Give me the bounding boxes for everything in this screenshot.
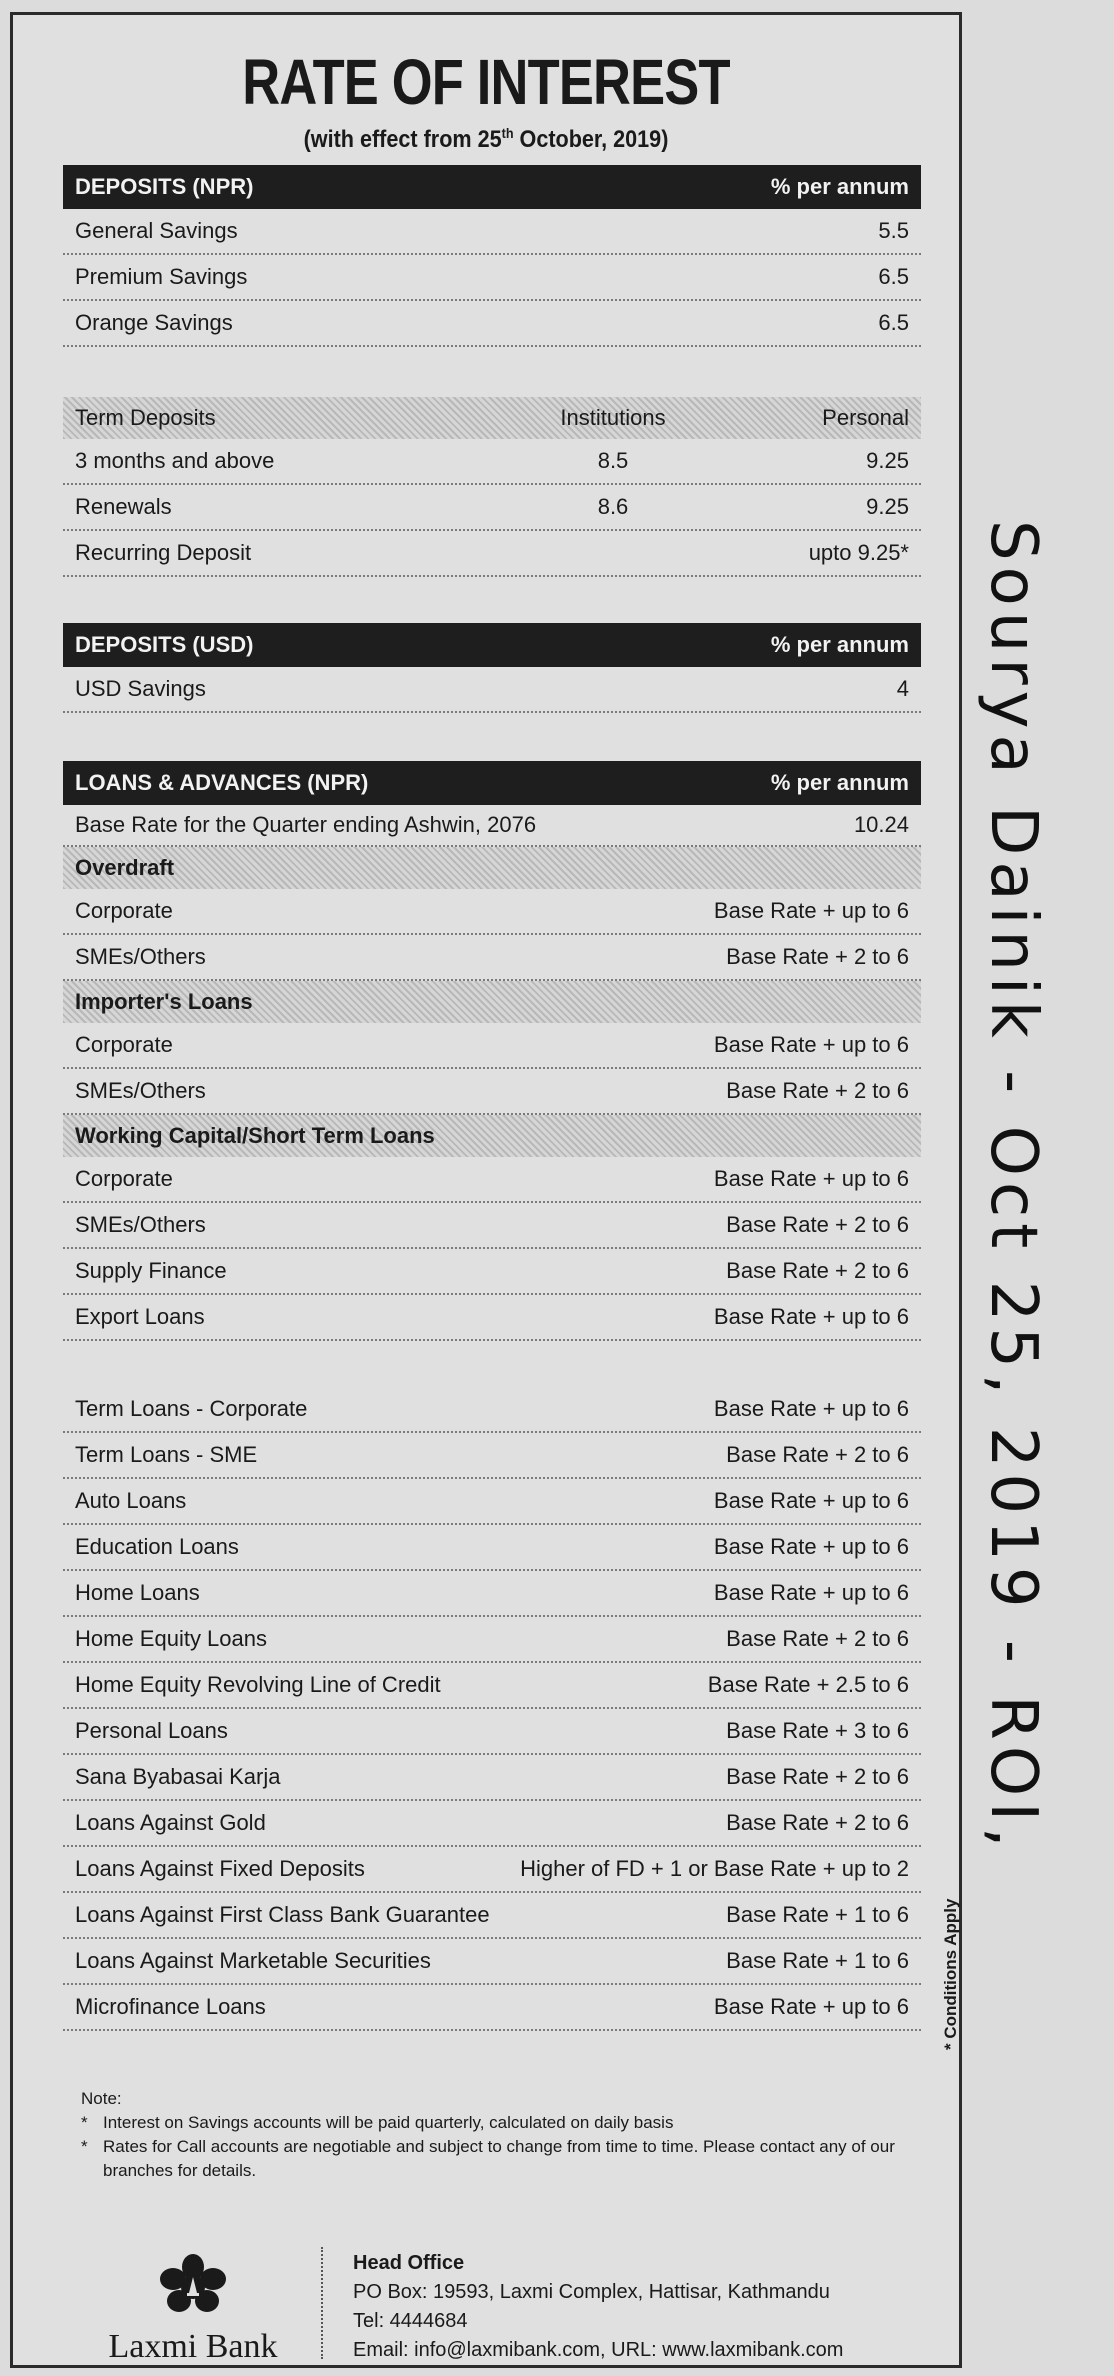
rate-label: Term Loans - Corporate xyxy=(75,1396,308,1421)
rate-label: 3 months and above xyxy=(75,448,275,473)
rate-value: Base Rate + 1 to 6 xyxy=(726,1902,909,1927)
base-rate-row: Base Rate for the Quarter ending Ashwin, 2076 10.24 xyxy=(63,805,921,847)
rate-row xyxy=(63,935,921,981)
rate-label: Auto Loans xyxy=(75,1488,187,1513)
loans-header: LOANS & ADVANCES (NPR) % per annum xyxy=(63,761,921,805)
rate-label: Corporate xyxy=(75,898,173,923)
importers-header: Importer's Loans xyxy=(63,981,921,1023)
rate-value: Base Rate + up to 6 xyxy=(713,898,909,923)
rate-label: Corporate xyxy=(75,1166,173,1191)
institutions-value: 8.6 xyxy=(597,494,629,519)
institutions-value: 8.5 xyxy=(597,448,629,473)
rate-row xyxy=(63,889,921,935)
note-item: * Interest on Savings accounts will be paid quarterly, calculated on daily basis xyxy=(81,2113,674,2132)
rate-row xyxy=(63,485,921,531)
rate-label: Corporate xyxy=(75,1032,173,1057)
rate-row xyxy=(63,531,921,577)
rate-row xyxy=(63,255,921,301)
rate-row xyxy=(63,1571,921,1617)
handwritten-annotation: Sourya Dainik - Oct 25, 2019 - ROI, xyxy=(976,520,1050,1854)
rate-label: Premium Savings xyxy=(75,264,248,289)
rate-label: SMEs/Others xyxy=(75,944,206,969)
term-deposits-section xyxy=(63,397,921,577)
rate-value: Base Rate + up to 6 xyxy=(713,1580,909,1605)
rate-notice-box xyxy=(10,12,962,2368)
personal-value: 9.25 xyxy=(866,494,909,519)
effective-date: (with effect from 25th October, 2019) xyxy=(303,125,669,153)
rate-row xyxy=(63,1663,921,1709)
rate-value: Base Rate + 2 to 6 xyxy=(726,944,909,969)
rate-row xyxy=(63,1433,921,1479)
rate-row xyxy=(63,1249,921,1295)
rate-value: 4 xyxy=(896,676,909,701)
rate-value: Base Rate + up to 6 xyxy=(713,1534,909,1559)
rate-label: Home Loans xyxy=(75,1580,200,1605)
rate-value: Base Rate + up to 6 xyxy=(713,1304,909,1329)
rate-label: Orange Savings xyxy=(75,310,233,335)
rate-row xyxy=(63,1801,921,1847)
rate-row xyxy=(63,301,921,347)
rate-row xyxy=(63,1023,921,1069)
rate-row xyxy=(63,667,921,713)
rate-value: Base Rate + up to 6 xyxy=(713,1396,909,1421)
rate-label: Export Loans xyxy=(75,1304,205,1329)
rate-row xyxy=(63,209,921,255)
deposits-npr-header: DEPOSITS (NPR) % per annum xyxy=(63,165,921,209)
rate-label: Supply Finance xyxy=(75,1258,227,1283)
notes xyxy=(81,2087,931,2183)
note-item: * Rates for Call accounts are negotiable and subject to change from time to time. Please contact any of our branches for details. xyxy=(81,2137,895,2180)
rate-label: Home Equity Revolving Line of Credit xyxy=(75,1672,441,1697)
deposits-usd-section xyxy=(63,623,921,713)
overdraft-header: Overdraft xyxy=(63,847,921,889)
rate-row xyxy=(63,1617,921,1663)
rate-row xyxy=(63,1525,921,1571)
rate-label: Education Loans xyxy=(75,1534,239,1559)
rate-value: 6.5 xyxy=(878,310,909,335)
bank-logo xyxy=(103,2253,283,2366)
head-office-info xyxy=(353,2249,843,2365)
rate-value: Base Rate + 2 to 6 xyxy=(726,1212,909,1237)
rate-value: Base Rate + 3 to 6 xyxy=(726,1718,909,1743)
notes-heading: Note: xyxy=(81,2089,122,2108)
rate-value: Base Rate + up to 6 xyxy=(713,1994,909,2019)
rate-row xyxy=(63,1893,921,1939)
conditions-apply: * Conditions Apply xyxy=(941,1898,960,2050)
rate-row xyxy=(63,1755,921,1801)
rate-value: Base Rate + 2 to 6 xyxy=(726,1626,909,1651)
rate-label: Recurring Deposit xyxy=(75,540,252,565)
address: PO Box: 19593, Laxmi Complex, Hattisar, Kathmandu xyxy=(353,2281,830,2303)
page-title: RATE OF INTEREST xyxy=(242,46,730,118)
footer-divider xyxy=(321,2247,323,2359)
rate-row xyxy=(63,1295,921,1341)
rate-value: Base Rate + 2 to 6 xyxy=(726,1764,909,1789)
rate-label: Loans Against Marketable Securities xyxy=(75,1948,431,1973)
deposits-npr-section xyxy=(63,165,921,347)
rate-label: SMEs/Others xyxy=(75,1212,206,1237)
rate-row xyxy=(63,1847,921,1893)
rate-row xyxy=(63,1985,921,2031)
rate-value: Base Rate + 2 to 6 xyxy=(726,1078,909,1103)
rate-value: Higher of FD + 1 or Base Rate + up to 2 xyxy=(520,1856,909,1881)
rate-label: Personal Loans xyxy=(75,1718,228,1743)
rate-value: Base Rate + up to 6 xyxy=(713,1166,909,1191)
rate-value: Base Rate + 2.5 to 6 xyxy=(707,1672,909,1697)
rate-row xyxy=(63,1479,921,1525)
personal-value: upto 9.25* xyxy=(808,540,909,565)
rate-value: Base Rate + 1 to 6 xyxy=(726,1948,909,1973)
rate-label: General Savings xyxy=(75,218,238,243)
rate-value: Base Rate + up to 6 xyxy=(713,1032,909,1057)
rate-label: Sana Byabasai Karja xyxy=(75,1764,281,1789)
email-url: Email: info@laxmibank.com, URL: www.laxmibank.com xyxy=(353,2339,844,2361)
rate-label: Renewals xyxy=(75,494,172,519)
rate-row xyxy=(63,1069,921,1115)
rate-value: Base Rate + 2 to 6 xyxy=(726,1810,909,1835)
rate-label: Term Loans - SME xyxy=(75,1442,258,1467)
rate-value: 5.5 xyxy=(878,218,909,243)
rate-label: Microfinance Loans xyxy=(75,1994,266,2019)
working-capital-header: Working Capital/Short Term Loans xyxy=(63,1115,921,1157)
rate-label: USD Savings xyxy=(75,676,206,701)
rate-row xyxy=(63,1157,921,1203)
rate-label: Home Equity Loans xyxy=(75,1626,267,1651)
telephone: Tel: 4444684 xyxy=(353,2310,468,2332)
rate-label: Loans Against First Class Bank Guarantee xyxy=(75,1902,490,1927)
head-office-title: Head Office xyxy=(353,2252,465,2274)
rate-row xyxy=(63,1939,921,1985)
rate-value: Base Rate + up to 6 xyxy=(713,1488,909,1513)
loans-section xyxy=(63,761,921,2031)
rate-row xyxy=(63,439,921,485)
rate-row xyxy=(63,1709,921,1755)
rate-label: SMEs/Others xyxy=(75,1078,206,1103)
rate-label: Loans Against Gold xyxy=(75,1810,266,1835)
deposits-usd-header: DEPOSITS (USD) % per annum xyxy=(63,623,921,667)
laxmi-flower-icon xyxy=(157,2253,229,2319)
rate-value: Base Rate + 2 to 6 xyxy=(726,1442,909,1467)
rate-label: Loans Against Fixed Deposits xyxy=(75,1856,365,1881)
bank-name: Laxmi Bank xyxy=(108,2328,278,2365)
rate-row xyxy=(63,1203,921,1249)
rate-row xyxy=(63,1387,921,1433)
rate-value: 6.5 xyxy=(878,264,909,289)
rate-value: Base Rate + 2 to 6 xyxy=(726,1258,909,1283)
footer xyxy=(63,2233,943,2363)
personal-value: 9.25 xyxy=(866,448,909,473)
term-deposits-header: Term Deposits Institutions Personal xyxy=(63,397,921,439)
